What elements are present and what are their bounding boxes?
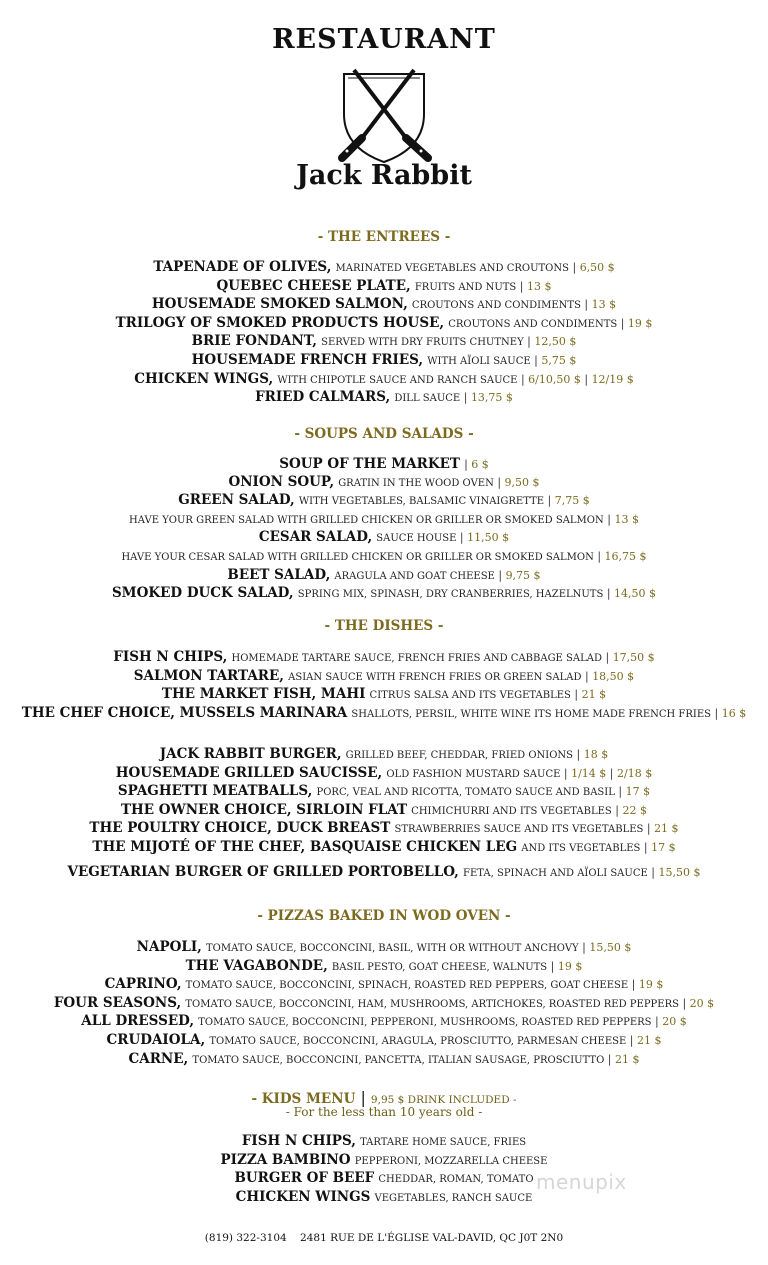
- crossed-knives-shield-logo: [334, 60, 434, 166]
- item-price: 9,50 $: [504, 475, 540, 489]
- item-name: CHICKEN WINGS: [235, 1188, 371, 1205]
- menu-item-row: [0, 315, 768, 334]
- menu-item-row: [0, 492, 768, 511]
- separator: |: [560, 766, 572, 780]
- item-price: 18,50 $: [592, 669, 635, 683]
- section-title-kids: - KIDS MENU: [251, 1091, 356, 1107]
- restaurant-name: Jack Rabbit: [296, 160, 472, 191]
- item-price: 14,50 $: [614, 587, 657, 601]
- menu-item-row: [0, 839, 768, 858]
- item-price: 17 $: [651, 840, 676, 854]
- item-price: 19 $: [638, 978, 664, 992]
- menu-item-row: [0, 259, 768, 278]
- menu-item-row: [0, 333, 768, 352]
- menu-item-row: [0, 995, 768, 1014]
- separator: |: [628, 978, 639, 992]
- item-price-alt: 12/19 $: [591, 372, 634, 386]
- separator: |: [643, 822, 655, 836]
- item-name: TAPENADE OF OLIVES,: [153, 259, 332, 275]
- section-title-entrees: - THE ENTREES -: [317, 229, 451, 245]
- pizzas-list: [0, 939, 768, 1069]
- item-price: 17,50 $: [612, 651, 655, 664]
- item-name: SOUP OF THE MARKET: [279, 456, 460, 472]
- item-price-alt: 2/18 $: [617, 766, 653, 780]
- item-price: 16,75 $: [604, 549, 647, 563]
- item-name: GREEN SALAD,: [178, 492, 295, 509]
- separator: |: [360, 1088, 371, 1107]
- menu-item-row: [0, 820, 768, 839]
- menu-item-row: [0, 705, 768, 724]
- separator: |: [626, 1033, 637, 1047]
- item-price: 6,50 $: [579, 261, 615, 274]
- item-name: HOUSEMADE FRENCH FRIES,: [191, 351, 424, 368]
- menu-item-row: [0, 746, 768, 765]
- item-description: FETA, SPINACH AND AÏOLI SAUCE: [463, 868, 648, 879]
- item-price: 7,75 $: [554, 494, 590, 508]
- separator: |: [460, 391, 471, 405]
- item-name: THE OWNER CHOICE, SIRLOIN FLAT: [121, 801, 408, 818]
- separator: |: [603, 512, 615, 526]
- item-price: 9,75 $: [505, 568, 541, 582]
- item-price: 20 $: [689, 996, 715, 1010]
- item-description: CITRUS SALSA AND ITS VEGETABLES: [369, 690, 571, 702]
- item-description: CHIMICHURRI AND ITS VEGETABLES: [411, 805, 612, 817]
- item-name: BRIE FONDANT,: [191, 333, 318, 350]
- item-name: CHICKEN WINGS,: [134, 370, 274, 387]
- item-description: WITH AÏOLI SAUCE: [427, 355, 531, 367]
- separator: |: [617, 316, 628, 330]
- footer-contact: [0, 1232, 768, 1244]
- separator: |: [544, 494, 555, 508]
- item-name: CESAR SALAD,: [258, 529, 373, 546]
- item-price: 21 $: [636, 1033, 662, 1047]
- item-price: 1/14 $: [571, 766, 607, 780]
- item-price: 5,75 $: [541, 353, 577, 367]
- separator: |: [523, 335, 535, 349]
- item-name: FISH N CHIPS,: [113, 649, 228, 665]
- separator: |: [611, 803, 623, 817]
- kids-subtitle: - For the less than 10 years old -: [285, 1105, 483, 1119]
- item-name: CAPRINO,: [104, 976, 182, 993]
- separator: |: [593, 549, 605, 563]
- watermark: menupix: [536, 1170, 627, 1194]
- item-price: 15,50 $: [589, 941, 632, 954]
- item-description: BASIL PESTO, GOAT CHEESE, WALNUTS: [331, 961, 548, 973]
- item-description: SAUCE HOUSE: [376, 533, 457, 545]
- item-name: CARNE,: [128, 1050, 189, 1067]
- item-name: SMOKED DUCK SALAD,: [111, 585, 294, 602]
- item-name: BURGER OF BEEF: [234, 1170, 375, 1187]
- menu-item-row: [0, 1170, 768, 1189]
- item-price: 15,50 $: [658, 866, 701, 879]
- menu-item-row: [0, 474, 768, 493]
- item-description: VEGETABLES, RANCH SAUCE: [374, 1192, 533, 1204]
- item-price: 13 $: [526, 279, 552, 293]
- item-price: 16 $: [721, 706, 747, 720]
- item-description: ARAGULA AND GOAT CHEESE: [334, 570, 495, 582]
- item-name: SPAGHETTI MEATBALLS,: [117, 783, 313, 800]
- item-name: ONION SOUP,: [228, 473, 335, 490]
- item-price: 21 $: [581, 688, 607, 702]
- kids-price-note: 9,95 $ DRINK INCLUDED -: [370, 1094, 517, 1106]
- menu-item-row: [0, 802, 768, 821]
- menu-item-row: [0, 371, 768, 390]
- item-description: CROUTONS AND CONDIMENTS: [448, 318, 618, 330]
- separator: |: [516, 279, 527, 293]
- item-name: SALMON TARTARE,: [133, 667, 285, 684]
- separator: |: [493, 475, 505, 489]
- item-price: 6 $: [471, 458, 489, 471]
- menu-item-row: [0, 548, 768, 567]
- item-name: HOUSEMADE GRILLED SAUCISSE,: [115, 764, 383, 781]
- item-description: OLD FASHION MUSTARD SAUCE: [386, 768, 561, 780]
- kids-list: [0, 1133, 768, 1207]
- item-price: 13,75 $: [470, 391, 513, 405]
- item-price: 22 $: [622, 803, 647, 817]
- item-price: 21 $: [654, 822, 679, 836]
- item-description: GRATIN IN THE WOOD OVEN: [338, 477, 494, 489]
- restaurant-label: RESTAURANT: [272, 24, 496, 55]
- menu-item-row: [0, 668, 768, 687]
- menu-item-row: [0, 1051, 768, 1070]
- separator: |: [651, 1015, 663, 1029]
- separator: |: [711, 706, 722, 720]
- address: 2481 RUE DE L'ÉGLISE VAL-DAVID, QC J0T 2N0: [300, 1232, 564, 1244]
- menu-item-row: [0, 976, 768, 995]
- item-description: ASIAN SAUCE WITH FRENCH FRIES OR GREEN SALAD: [288, 671, 582, 683]
- menu-item-row: [0, 511, 768, 530]
- section-title-pizzas: - PIZZAS BAKED IN WOD OVEN -: [257, 908, 511, 924]
- item-description: SHALLOTS, PERSIL, WHITE WINE ITS HOME MADE FRENCH FRIES: [351, 708, 711, 720]
- separator: |: [578, 941, 590, 954]
- separator: |: [647, 866, 659, 879]
- item-description: HOMEMADE TARTARE SAUCE, FRENCH FRIES AND CABBAGE SALAD: [231, 653, 602, 664]
- separator: |: [580, 298, 592, 312]
- item-price: 12,50 $: [534, 335, 577, 349]
- item-description: HAVE YOUR CESAR SALAD WITH GRILLED CHICKEN OR GRILLER OR SMOKED SALMON: [121, 551, 594, 563]
- item-price: 17 $: [625, 785, 651, 799]
- item-name: NAPOLI,: [136, 939, 202, 955]
- item-description: GRILLED BEEF, CHEDDAR, FRIED ONIONS: [345, 750, 574, 761]
- separator: |: [547, 959, 558, 973]
- item-name: FOUR SEASONS,: [53, 994, 182, 1011]
- menu-item-row: [0, 352, 768, 371]
- separator: |: [581, 669, 593, 683]
- separator: |: [573, 748, 584, 761]
- separator: |: [606, 766, 617, 780]
- menu-item-row: [0, 278, 768, 297]
- item-description: TOMATO SAUCE, BOCCONCINI, SPINACH, ROASTED RED PEPPERS, GOAT CHEESE: [185, 980, 629, 992]
- item-description: TOMATO SAUCE, BOCCONCINI, PANCETTA, ITALIAN SAUSAGE, PROSCIUTTO: [192, 1054, 605, 1066]
- separator: |: [614, 785, 626, 799]
- item-description: FRUITS AND NUTS: [414, 281, 517, 293]
- item-name: QUEBEC CHEESE PLATE,: [216, 277, 411, 294]
- item-name: PIZZA BAMBINO: [220, 1151, 351, 1168]
- item-name: HOUSEMADE SMOKED SALMON,: [151, 296, 408, 313]
- item-name: THE CHEF CHOICE, MUSSELS MARINARA: [21, 704, 348, 721]
- section-title-soups: - SOUPS AND SALADS -: [294, 426, 474, 442]
- menu-item-row: [0, 1013, 768, 1032]
- section-title-dishes: - THE DISHES -: [324, 618, 444, 634]
- vegetarian-item: [0, 864, 768, 883]
- separator: |: [530, 353, 542, 367]
- separator: |: [464, 458, 472, 471]
- soups-list: [0, 456, 768, 604]
- item-description: WITH VEGETABLES, BALSAMIC VINAIGRETTE: [298, 496, 545, 508]
- menu-item-row: [0, 1152, 768, 1171]
- menu-item-row: [0, 958, 768, 977]
- item-description: STRAWBERRIES SAUCE AND ITS VEGETABLES: [394, 824, 644, 836]
- item-name: VEGETARIAN BURGER OF GRILLED PORTOBELLO,: [67, 864, 459, 880]
- menu-item-row: [0, 1032, 768, 1051]
- phone-number: (819) 322-3104: [204, 1232, 287, 1244]
- item-description: MARINATED VEGETABLES AND CROUTONS: [335, 263, 569, 274]
- menu-item-row: [0, 649, 768, 668]
- item-price: 20 $: [662, 1015, 687, 1029]
- item-price: 11,50 $: [467, 531, 510, 545]
- item-name: FRIED CALMARS,: [255, 389, 391, 406]
- item-price: 19 $: [627, 316, 653, 330]
- menu-item-row: [0, 296, 768, 315]
- item-price: 19 $: [557, 959, 583, 973]
- separator: |: [456, 531, 468, 545]
- item-name: BEET SALAD,: [227, 566, 331, 583]
- item-name: THE VAGABONDE,: [185, 957, 328, 974]
- separator: |: [603, 587, 615, 601]
- item-description: WITH CHIPOTLE SAUCE AND RANCH SAUCE: [277, 374, 518, 386]
- item-name: JACK RABBIT BURGER,: [159, 746, 342, 762]
- item-description: TOMATO SAUCE, BOCCONCINI, HAM, MUSHROOMS, ARTICHOKES, ROASTED RED PEPPERS: [185, 998, 679, 1010]
- separator: |: [580, 372, 592, 386]
- menu-item-row: [0, 783, 768, 802]
- item-description: TOMATO SAUCE, BOCCONCINI, ARAGULA, PROSCIUTTO, PARMESAN CHEESE: [209, 1035, 627, 1047]
- menu-item-row: [0, 456, 768, 474]
- item-description: CHEDDAR, ROMAN, TOMATO: [378, 1174, 534, 1186]
- item-name: ALL DRESSED,: [81, 1013, 195, 1030]
- separator: |: [517, 372, 529, 386]
- item-description: SERVED WITH DRY FRUITS CHUTNEY: [321, 337, 524, 349]
- item-description: TOMATO SAUCE, BOCCONCINI, PEPPERONI, MUSHROOMS, ROASTED RED PEPPERS: [198, 1017, 652, 1029]
- separator: |: [570, 688, 582, 702]
- item-name: FISH N CHIPS,: [241, 1133, 356, 1149]
- menu-item-row: [0, 864, 768, 883]
- menu-item-row: [0, 939, 768, 958]
- item-name: TRILOGY OF SMOKED PRODUCTS HOUSE,: [115, 314, 445, 331]
- item-name: THE MARKET FISH, MAHI: [161, 686, 366, 703]
- menu-item-row: [0, 585, 768, 604]
- item-price: 13 $: [591, 298, 617, 312]
- separator: |: [640, 840, 652, 854]
- menu-item-row: [0, 765, 768, 784]
- item-description: AND ITS VEGETABLES: [521, 842, 641, 854]
- item-description: DILL SAUCE: [394, 393, 461, 405]
- menu-item-row: [0, 389, 768, 408]
- dishes-list-2: [0, 746, 768, 858]
- separator: |: [494, 568, 506, 582]
- item-price: 6/10,50 $: [528, 372, 581, 386]
- item-description: TOMATO SAUCE, BOCCONCINI, BASIL, WITH OR WITHOUT ANCHOVY: [206, 943, 579, 954]
- separator: |: [678, 996, 690, 1010]
- item-description: PORC, VEAL AND RICOTTA, TOMATO SAUCE AND BASIL: [316, 787, 615, 799]
- menu-item-row: [0, 567, 768, 586]
- item-description: HAVE YOUR GREEN SALAD WITH GRILLED CHICKEN OR GRILLER OR SMOKED SALMON: [129, 514, 604, 526]
- separator: |: [601, 651, 613, 664]
- menu-item-row: [0, 1189, 768, 1208]
- separator: |: [604, 1052, 615, 1066]
- item-description: CROUTONS AND CONDIMENTS: [411, 300, 581, 312]
- item-name: THE POULTRY CHOICE, DUCK BREAST: [89, 820, 391, 837]
- menu-item-row: [0, 529, 768, 548]
- item-description: TARTARE HOME SAUCE, FRIES: [360, 1137, 527, 1148]
- item-name: CRUDAIOLA,: [106, 1031, 206, 1048]
- entrees-list: [0, 259, 768, 408]
- item-price: 13 $: [614, 512, 639, 526]
- item-price: 18 $: [583, 748, 609, 761]
- item-price: 21 $: [615, 1052, 640, 1066]
- dishes-list: [0, 649, 768, 723]
- item-description: PEPPERONI, MOZZARELLA CHEESE: [354, 1155, 548, 1167]
- separator: |: [568, 261, 580, 274]
- menu-item-row: [0, 686, 768, 705]
- item-name: THE MIJOTÉ OF THE CHEF, BASQUAISE CHICKEN LEG: [92, 838, 518, 855]
- menu-item-row: [0, 1133, 768, 1152]
- item-description: SPRING MIX, SPINASH, DRY CRANBERRIES, HAZELNUTS: [297, 589, 604, 601]
